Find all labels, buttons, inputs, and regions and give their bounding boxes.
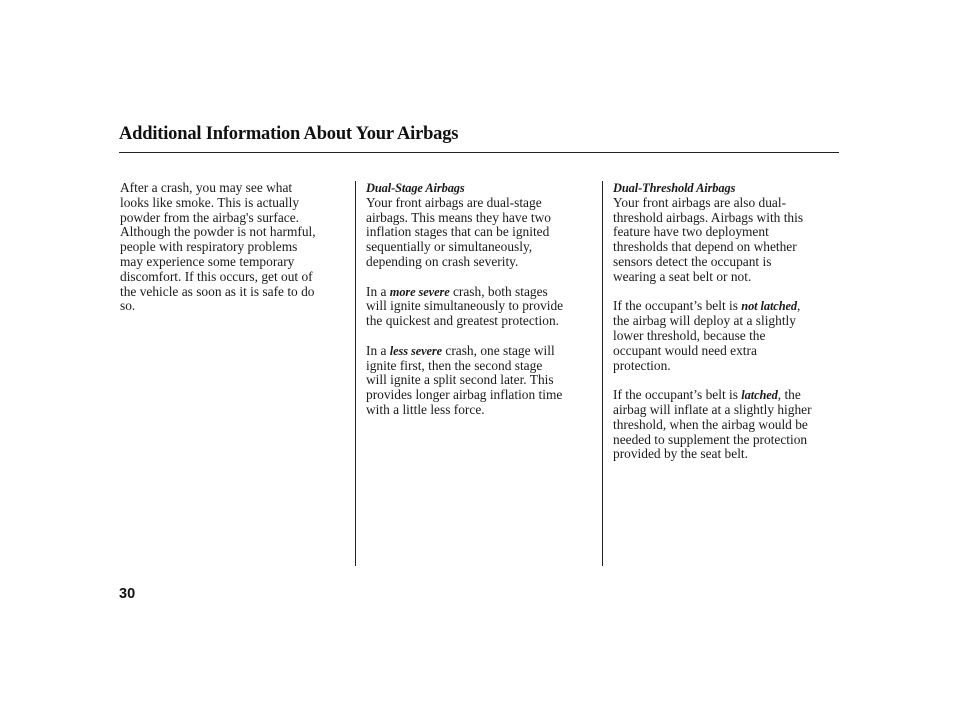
dual-stage-intro-paragraph: Your front airbags are dual-stage airbags. This means they have two inflation stages that can be ignited sequentially or simultaneously, depending on crash severity. — [366, 194, 551, 269]
more-severe-paragraph — [366, 285, 596, 329]
column-middle — [366, 181, 596, 433]
latched-paragraph — [613, 388, 841, 462]
title-rule — [119, 152, 839, 153]
latched-emphasis: latched — [741, 388, 778, 403]
less-severe-rest: crash, one stage will ignite first, then the second stage will ignite a split second later. This provides longer airbag inflation time with a little less force. — [366, 342, 563, 417]
more-severe-rest: crash, both stages will ignite simultaneously to provide the quickest and greatest protection. — [366, 283, 564, 329]
less-severe-prefix: In a — [366, 342, 390, 358]
column-right — [613, 181, 841, 477]
more-severe-prefix: In a — [366, 283, 390, 299]
dual-threshold-intro-paragraph: Your front airbags are also dual- threshold airbags. Airbags with this feature have two deployment thresholds that depend on whether sensors detect the occupant is wearing a seat belt or not. — [613, 194, 804, 284]
smoke-paragraph: After a crash, you may see what looks like smoke. This is actually powder from the airbag's surface. Although the powder is not harmful, people with respiratory problems may experience some temporary discomfort. If this occurs, get out of the vehicle as soon as it is safe to do so. — [120, 180, 316, 314]
not-latched-emphasis: not latched — [741, 299, 797, 314]
dual-threshold-heading: Dual-Threshold Airbags — [613, 181, 736, 195]
column-divider-right — [602, 181, 603, 566]
not-latched-paragraph — [613, 299, 841, 373]
column-left — [120, 181, 348, 329]
less-severe-paragraph — [366, 344, 596, 418]
page-title: Additional Information About Your Airbags — [119, 124, 459, 144]
latched-rest: , the airbag will inflate at a slightly higher threshold, when the airbag would be needed to supplement the protection provided by the seat belt. — [613, 387, 812, 462]
latched-prefix: If the occupant’s belt is — [613, 387, 742, 403]
more-severe-emphasis: more severe — [389, 284, 450, 299]
not-latched-prefix: If the occupant’s belt is — [613, 298, 742, 314]
page-number: 30 — [119, 586, 136, 602]
column-divider-left — [355, 181, 356, 566]
not-latched-rest: , the airbag will deploy at a slightly lower threshold, because the occupant would need extra protection. — [613, 298, 801, 373]
less-severe-emphasis: less severe — [389, 343, 443, 358]
dual-stage-heading: Dual-Stage Airbags — [366, 181, 465, 195]
